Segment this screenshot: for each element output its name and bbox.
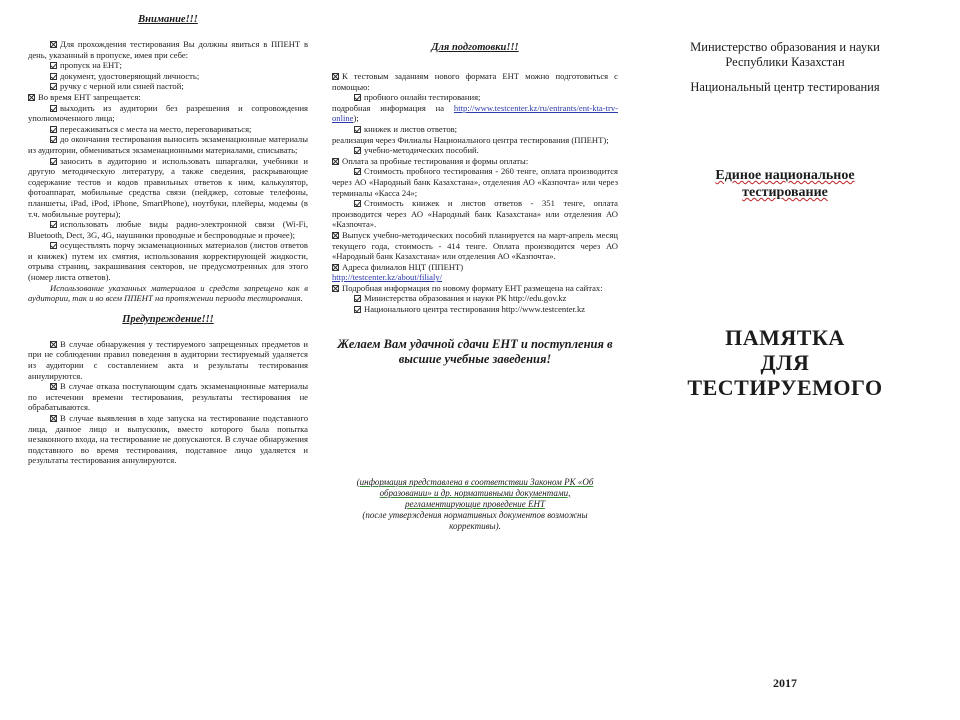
prep-heading: Для подготовки!!! <box>431 42 519 53</box>
site-item: Национального центра тестирования http://www.testcenter.kz <box>332 304 618 315</box>
ent-title: Единое национальное тестирование <box>715 168 855 200</box>
crossed-box-icon <box>332 264 339 271</box>
checkbox-icon <box>50 136 57 143</box>
ministry-line-2: Республики Казахстан <box>725 55 845 69</box>
checkbox-icon <box>354 306 361 313</box>
prep-intro: К тестовым заданиям нового формата ЕНТ можно подготовиться с помощью: <box>332 71 618 92</box>
memo-title: ПАМЯТКА ДЛЯ ТЕСТИРУЕМОГО <box>687 325 883 400</box>
attention-heading: Внимание!!! <box>138 14 198 25</box>
crossed-box-icon <box>50 341 57 348</box>
forbidden-item: пересаживаться с места на место, переговариваться; <box>28 124 308 135</box>
payment-title: Оплата за пробные тестирования и формы оплаты: <box>332 156 618 167</box>
checkbox-icon <box>354 200 361 207</box>
forbidden-item: выходить из аудитории без разрешения и сопровождения уполномоченного лица; <box>28 102 308 124</box>
checkbox-icon <box>50 105 57 112</box>
crossed-box-icon <box>50 41 57 48</box>
prep-item-books: книжек и листов ответов; <box>332 124 618 135</box>
branches-link[interactable]: http://testcenter.kz/about/filialy/ <box>332 272 443 283</box>
warning-heading: Предупреждение!!! <box>122 313 214 325</box>
intro-paragraph: Для прохождения тестирования Вы должны явиться в ППЕНТ в день, указанный в пропуске, имея при себе: <box>28 39 308 60</box>
crossed-box-icon <box>50 383 57 390</box>
checkbox-icon <box>354 126 361 133</box>
warning-item: В случае выявления в ходе запуска на тестирование подставного лица, данное лицо и выпускник, вместо которого была попытка незаконного входа, на тестирование не допускаются. В случае обнаружения подставного во время тестирования, подставное лицо удаляется и результаты тестирования аннулируются. <box>28 413 308 466</box>
crossed-box-icon <box>28 94 35 101</box>
release-info: Выпуск учебно-методических пособий планируется на март-апрель месяц текущего года, стоимость - 414 тенге. Оплата производится через АО «Народный банк Казахстана» или отделения АО «Казпочта». <box>332 229 618 262</box>
checkbox-icon <box>50 83 57 90</box>
bring-item: ручку с черной или синей пастой; <box>28 81 308 92</box>
checkbox-icon <box>354 168 361 175</box>
checkbox-icon <box>50 62 57 69</box>
warning-item: В случае отказа поступающим сдать экзаменационные материалы по истечении времени тестирования, результаты тестирования не обрабатываются. <box>28 381 308 413</box>
online-info: подробная информация на http://www.testcenter.kz/ru/entrants/ent-kta-trv-online); <box>332 102 619 124</box>
checkbox-icon <box>50 242 57 249</box>
cover-panel <box>654 40 916 690</box>
checkbox-icon <box>354 295 361 302</box>
checkbox-icon <box>354 94 361 101</box>
crossed-box-icon <box>332 158 339 165</box>
site-item: Министерства образования и науки РК http://edu.gov.kz <box>332 293 618 304</box>
forbidden-item: осуществлять порчу экзаменационных материалов (листов ответов и книжек) путем их смятия, использования корректирующей жидкости, отрыва страниц, закрашивания секторов, не предусмотренных для этого (номер листа ответов). <box>28 240 308 283</box>
checkbox-icon <box>50 73 57 80</box>
checkbox-icon <box>50 158 57 165</box>
testing-center-name: Национальный центр тестирования <box>690 80 880 94</box>
checkbox-icon <box>50 221 57 228</box>
branches-link-row <box>332 272 618 283</box>
books-info: реализация через Филиалы Национального центра тестирования (ППЕНТ); <box>332 134 609 145</box>
crossed-box-icon <box>50 415 57 422</box>
ministry-line-1: Министерство образования и науки <box>690 40 880 54</box>
middle-panel <box>332 42 618 532</box>
payment-item: Стоимость пробного тестирования - 260 тенге, оплата производится через АО «Народный банк Казахстана», отделения АО «Казпочта» или через терминалы «Касса 24»; <box>332 166 618 198</box>
good-luck-wish: Желаем Вам удачной сдачи ЕНТ и поступления в высшие учебные заведения! <box>337 336 613 366</box>
crossed-box-icon <box>332 73 339 80</box>
warning-item: В случае обнаружения у тестируемого запрещенных предметов и при не соблюдении правил поведения в аудитории тестируемый удаляется из аудитории с составлением акта и результаты тестирования аннулируются. <box>28 338 308 381</box>
bring-item: документ, удостоверяющий личность; <box>28 71 308 82</box>
bring-item: пропуск на ЕНТ; <box>28 60 308 71</box>
checkbox-icon <box>50 126 57 133</box>
forbidden-item: заносить в аудиторию и использовать шпаргалки, учебники и другую методическую литературу, а также сведения, раскрывающие содержание тестов и кодов правильных ответов к ним, калькулятор, фотоаппарат, мобильные средства связи (пейджер, сотовые телефоны, планшеты, iPad, iPod, iPhone, SmartPhone), ноутбуки, плейеры, модемы (в т.ч. мобильные роутеры); <box>28 155 308 219</box>
forbidden-item: до окончания тестирования выносить экзаменационные материалы из аудитории, обмениваться экзаменационными материалами, списывать; <box>28 134 308 155</box>
crossed-box-icon <box>332 285 339 292</box>
payment-item: Стоимость книжек и листов ответов - 351 тенге, оплата производится через АО «Народный банк Казахстана» или отделения АО «Казпочта». <box>332 198 618 230</box>
prep-item-online: пробного онлайн тестирования; <box>332 92 618 103</box>
forbidden-item: использовать любые виды радио-электронной связи (Wi-Fi, Bluetooth, Dect, 3G, 4G, наушники проводные и беспроводные и прочее); <box>28 219 308 240</box>
crossed-box-icon <box>332 232 339 239</box>
forbidden-title: Во время ЕНТ запрещается: <box>28 92 308 103</box>
branches-label: Адреса филиалов НЦТ (ППЕНТ) <box>332 262 618 273</box>
left-panel <box>28 14 308 466</box>
checkbox-icon <box>354 147 361 154</box>
year-label: 2017 <box>773 676 797 690</box>
forbidden-note: Использование указанных материалов и средств запрещено как в аудитории, так и во всем ППЕНТ на протяжении периода тестирования. <box>28 282 308 304</box>
sites-title: Подробная информация по новому формату ЕНТ размещена на сайтах: <box>332 283 618 294</box>
legal-note: (информация представлена в соответствии Законом РК «Об образовании» и др. нормативными документами, регламентирующие проведение ЕНТ (после утверждения нормативных документов возможны коррективы). <box>356 476 594 531</box>
prep-item-manuals: учебно-методических пособий. <box>332 145 618 156</box>
online-test-link[interactable]: http://www.testcenter.kz/ru/entrants/ent-kta-trv-online <box>332 102 619 124</box>
